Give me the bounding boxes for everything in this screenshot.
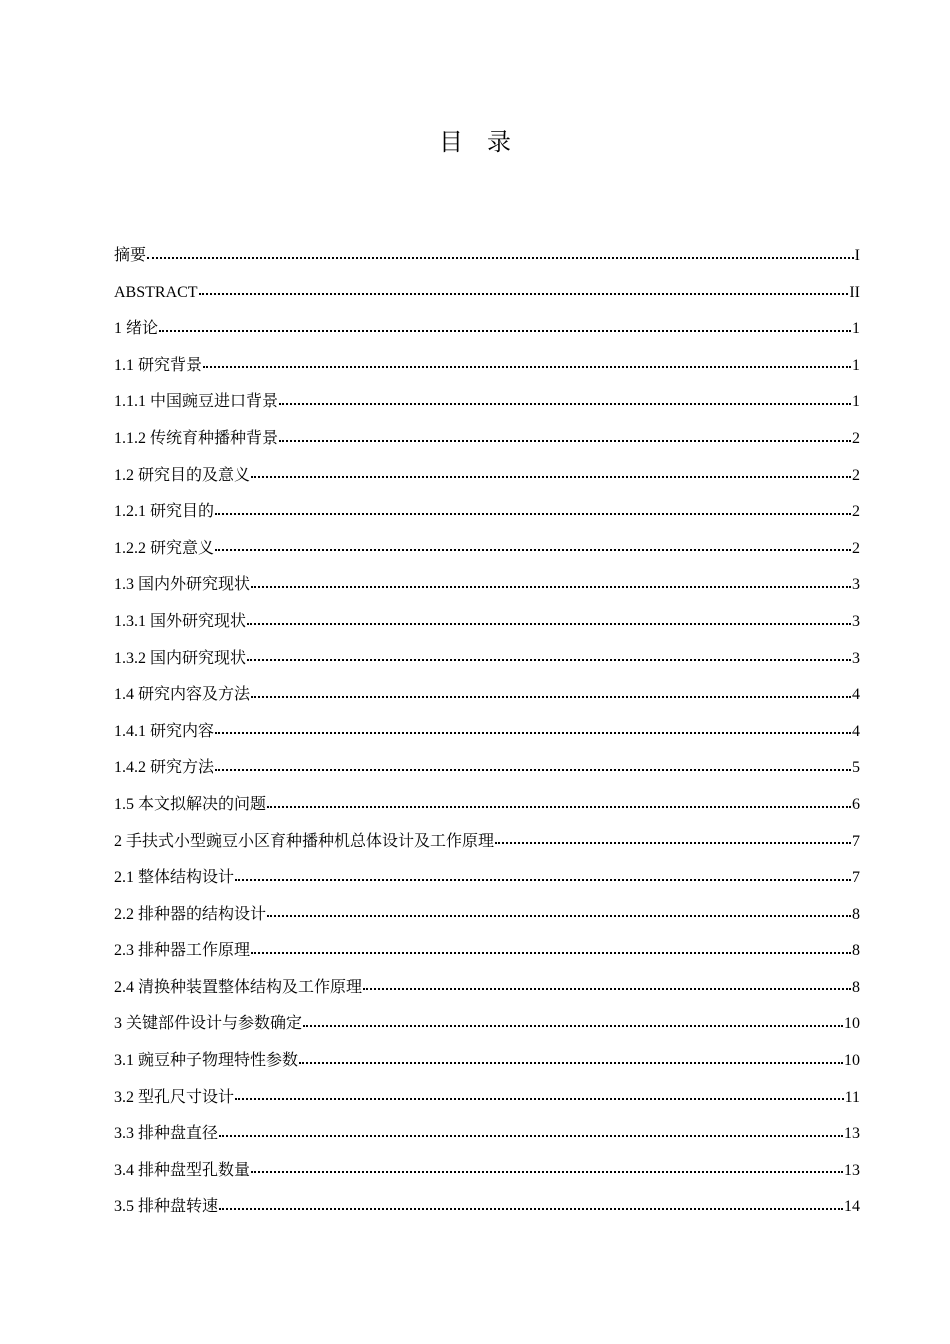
toc-leader-dots	[203, 366, 851, 368]
toc-entry-label: 3.3 排种盘直径	[114, 1125, 219, 1143]
toc-entry-page-number: I	[854, 247, 860, 264]
toc-leader-dots	[251, 696, 851, 698]
toc-leader-dots	[215, 769, 851, 771]
toc-entry-page-number: 8	[852, 942, 860, 960]
toc-entry[interactable]	[114, 750, 860, 787]
toc-leader-dots	[159, 330, 851, 332]
toc-leader-dots	[267, 915, 851, 917]
toc-entry[interactable]	[114, 897, 860, 934]
page-title: 目 录	[439, 128, 511, 156]
toc-entry-label: 3 关键部件设计与参数确定	[114, 1015, 303, 1033]
toc-leader-dots	[247, 623, 851, 625]
toc-entry-label: 1.2 研究目的及意义	[114, 466, 251, 484]
toc-leader-dots	[199, 293, 849, 295]
toc-entry[interactable]	[114, 384, 860, 421]
toc-entry-label: 1.3 国内外研究现状	[114, 576, 251, 594]
toc-entry-page-number: 8	[852, 905, 860, 923]
toc-entry-label: 1.4.2 研究方法	[114, 759, 215, 777]
toc-entry-page-number: 5	[852, 759, 860, 777]
toc-entry-label: 1.5 本文拟解决的问题	[114, 795, 267, 813]
toc-entry[interactable]	[114, 494, 860, 531]
toc-entry-page-number: 2	[852, 503, 860, 521]
toc-entry[interactable]	[114, 348, 860, 385]
toc-entry-page-number: 2	[852, 429, 860, 447]
toc-entry[interactable]	[114, 787, 860, 824]
toc-entry-page-number: 7	[852, 832, 860, 850]
toc-leader-dots	[299, 1062, 843, 1064]
toc-entry-label: 1.4.1 研究内容	[114, 722, 215, 740]
toc-leader-dots	[235, 1098, 844, 1100]
toc-entry-page-number: 1	[852, 356, 860, 374]
toc-entry[interactable]	[114, 421, 860, 458]
toc-entry-label: 1.3.2 国内研究现状	[114, 649, 247, 667]
toc-entry-page-number: 6	[852, 795, 860, 813]
toc-entry-page-number: 11	[844, 1088, 860, 1106]
toc-entry[interactable]	[114, 458, 860, 495]
toc-entry-label: 2.2 排种器的结构设计	[114, 905, 267, 923]
toc-entry-page-number: 14	[844, 1198, 860, 1216]
toc-entry-label: 1.4 研究内容及方法	[114, 686, 251, 704]
toc-leader-dots	[279, 403, 851, 405]
toc-entry[interactable]	[114, 531, 860, 568]
toc-entry-page-number: 8	[852, 978, 860, 996]
toc-leader-dots	[219, 1135, 843, 1137]
toc-entry[interactable]	[114, 1043, 860, 1080]
toc-leader-dots	[303, 1025, 843, 1027]
toc-entry-label: 3.2 型孔尺寸设计	[114, 1088, 235, 1106]
toc-entry[interactable]	[114, 1116, 860, 1153]
toc-entry-label: 3.5 排种盘转速	[114, 1198, 219, 1216]
toc-entry-page-number: 1	[852, 393, 860, 411]
toc-entry-page-number: 3	[852, 612, 860, 630]
toc-entry-label: 1.1.1 中国豌豆进口背景	[114, 393, 279, 411]
toc-entry-label: 3.4 排种盘型孔数量	[114, 1161, 251, 1179]
toc-leader-dots	[215, 513, 851, 515]
toc-entry[interactable]	[114, 824, 860, 861]
toc-entry[interactable]	[114, 860, 860, 897]
toc-entry-label: 1 绪论	[114, 320, 159, 338]
toc-leader-dots	[219, 1208, 843, 1210]
toc-entry-label: 摘要	[114, 247, 147, 264]
toc-entry-page-number: 2	[852, 466, 860, 484]
toc-leader-dots	[251, 952, 851, 954]
toc-entry-page-number: 13	[844, 1161, 860, 1179]
toc-entry-page-number: 10	[844, 1052, 860, 1070]
toc-entry-label: 2.4 清换种装置整体结构及工作原理	[114, 978, 363, 996]
toc-entry[interactable]	[114, 567, 860, 604]
toc-entry-page-number: 1	[852, 320, 860, 338]
toc-entry[interactable]	[114, 677, 860, 714]
toc-leader-dots	[215, 732, 851, 734]
toc-entry[interactable]	[114, 604, 860, 641]
toc-entry[interactable]	[114, 933, 860, 970]
toc-leader-dots	[235, 879, 851, 881]
toc-entry[interactable]	[114, 1189, 860, 1226]
toc-leader-dots	[495, 842, 851, 844]
toc-leader-dots	[363, 988, 851, 990]
toc-entry[interactable]	[114, 1006, 860, 1043]
toc-entry-label: 1.1 研究背景	[114, 356, 203, 374]
toc-leader-dots	[279, 440, 851, 442]
toc-leader-dots	[251, 476, 851, 478]
toc-entry-label: 2.1 整体结构设计	[114, 869, 235, 887]
toc-entry-label: 1.1.2 传统育种播种背景	[114, 429, 279, 447]
toc-entry[interactable]	[114, 641, 860, 678]
toc-entry[interactable]	[114, 714, 860, 751]
toc-entry-label: ABSTRACT	[114, 283, 198, 301]
toc-entry-label: 2.3 排种器工作原理	[114, 942, 251, 960]
toc-entry-page-number: 10	[844, 1015, 860, 1033]
toc-entry-label: 2 手扶式小型豌豆小区育种播种机总体设计及工作原理	[114, 832, 495, 850]
toc-entry-label: 1.2.1 研究目的	[114, 503, 215, 521]
toc-entry[interactable]	[114, 275, 860, 312]
toc-entry[interactable]	[114, 1153, 860, 1190]
toc-entry-page-number: 3	[852, 649, 860, 667]
toc-leader-dots	[251, 1171, 843, 1173]
toc-leader-dots	[247, 659, 851, 661]
toc-entry-page-number: 4	[852, 686, 860, 704]
toc-entry[interactable]	[114, 1080, 860, 1117]
toc-leader-dots	[251, 586, 851, 588]
toc-leader-dots	[147, 257, 854, 259]
toc-entry-label: 3.1 豌豆种子物理特性参数	[114, 1052, 299, 1070]
toc-entry-page-number: 7	[852, 869, 860, 887]
toc-entry[interactable]	[114, 970, 860, 1007]
toc-entry-page-number: 3	[852, 576, 860, 594]
toc-entry-label: 1.2.2 研究意义	[114, 539, 215, 557]
table-of-contents	[114, 238, 860, 1226]
toc-leader-dots	[215, 549, 851, 551]
toc-entry-page-number: II	[849, 283, 860, 301]
toc-entry-page-number: 2	[852, 539, 860, 557]
toc-entry[interactable]	[114, 238, 860, 275]
toc-entry-label: 1.3.1 国外研究现状	[114, 612, 247, 630]
toc-entry[interactable]	[114, 311, 860, 348]
toc-entry-page-number: 4	[852, 722, 860, 740]
toc-entry-page-number: 13	[844, 1125, 860, 1143]
toc-leader-dots	[267, 806, 851, 808]
